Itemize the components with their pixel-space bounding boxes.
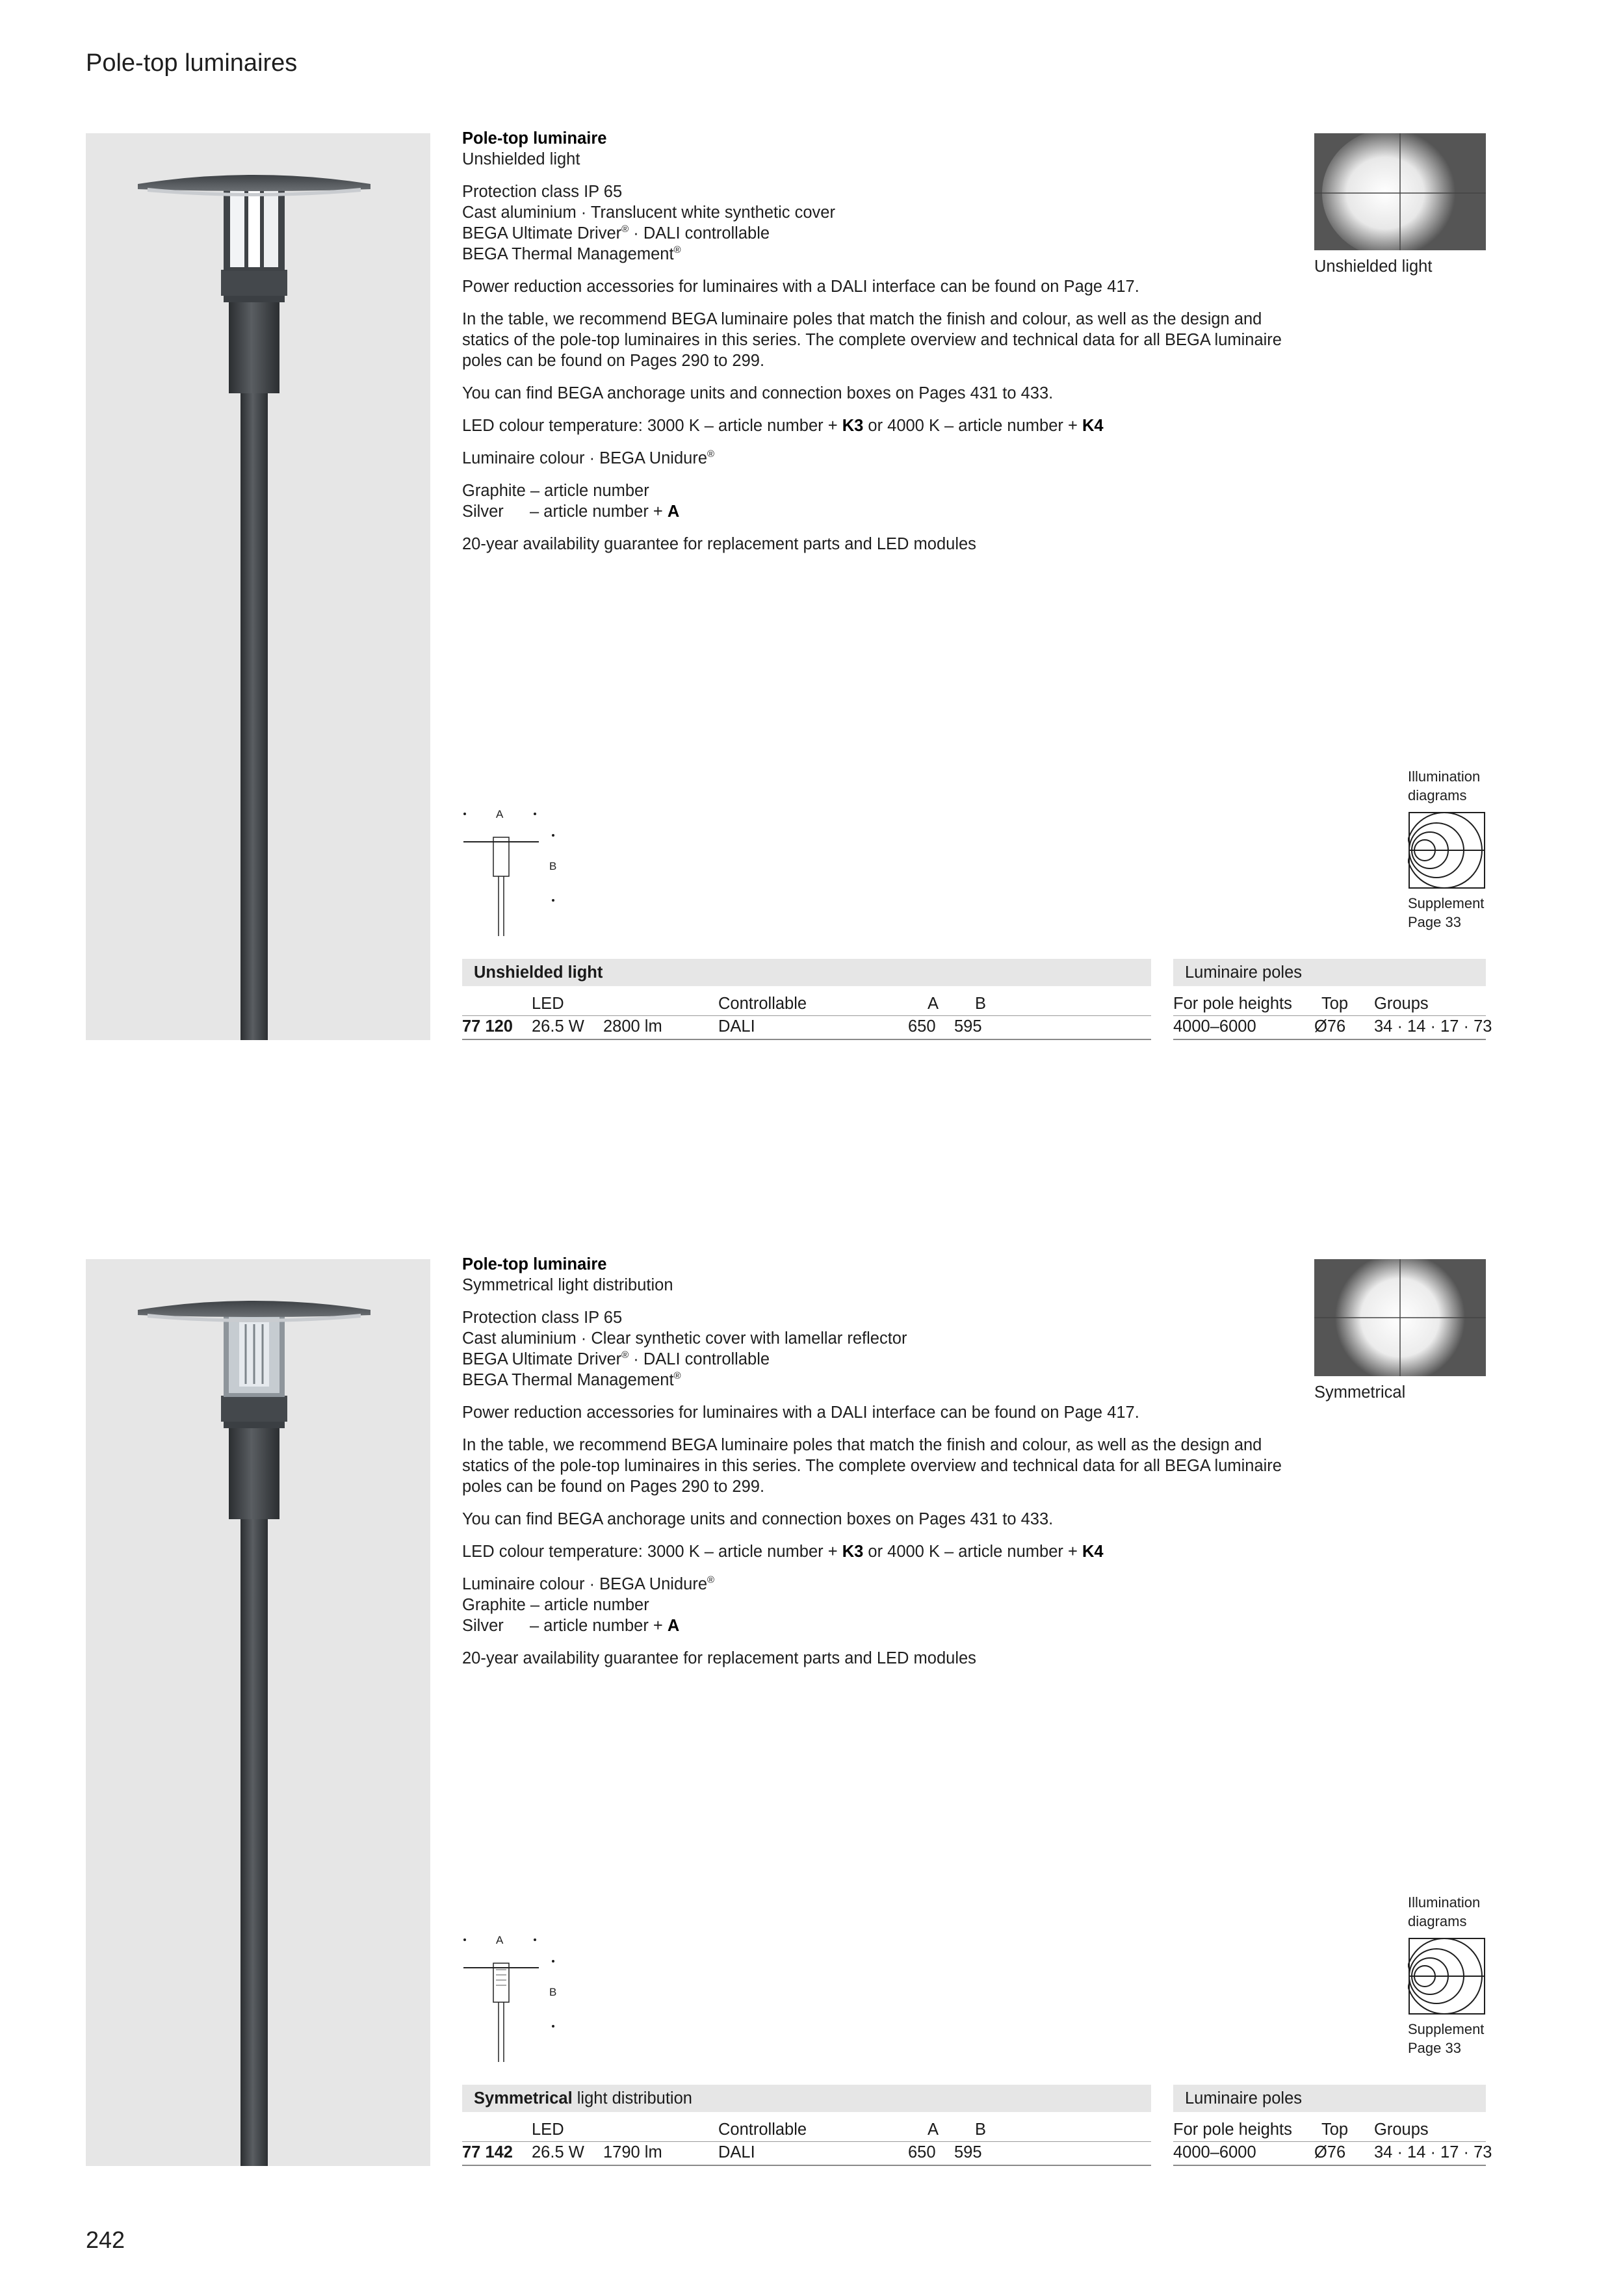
luminaire-colour: Luminaire colour · BEGA Unidure®	[462, 449, 715, 467]
article-number: 77 120	[462, 1017, 513, 1036]
col-header-led: LED	[532, 2120, 564, 2139]
product-subheading: Symmetrical light distribution	[462, 1276, 673, 1294]
product-table-header: Unshielded light	[462, 959, 1151, 986]
product-description	[462, 1254, 1288, 1680]
led-wattage: 26.5 W	[532, 1017, 584, 1036]
supplement-page-label: Supplement Page 33	[1408, 2021, 1485, 2056]
light-distribution-thumbnail	[1314, 133, 1486, 250]
col-header-pole-heights: For pole heights	[1173, 995, 1292, 1013]
col-header-controllable: Controllable	[718, 995, 807, 1013]
spec-driver: BEGA Ultimate Driver® · DALI controllable	[462, 1350, 770, 1368]
pole-top-value: Ø76	[1314, 2143, 1346, 2161]
para-anchorage: You can find BEGA anchorage units and connection boxes on Pages 431 to 433.	[462, 1510, 1054, 1528]
col-header-controllable: Controllable	[718, 2120, 807, 2139]
col-header-top: Top	[1321, 995, 1349, 1013]
illumination-diagram-icon	[1408, 811, 1486, 889]
dimension-a-label: A	[496, 808, 504, 820]
control-type: DALI	[718, 1017, 755, 1036]
pole-groups-value: 34 · 14 · 17 · 73	[1374, 2143, 1492, 2161]
col-header-groups: Groups	[1374, 995, 1429, 1013]
spec-thermal: BEGA Thermal Management®	[462, 1370, 681, 1389]
product-photo	[86, 1259, 430, 2166]
poles-table-header: Luminaire poles	[1173, 2085, 1486, 2112]
product-heading: Pole-top luminaire	[462, 129, 607, 148]
spec-material: Cast aluminium · Translucent white synthetic cover	[462, 203, 835, 222]
dimension-drawing	[462, 1932, 566, 2075]
col-header-b: B	[975, 2120, 987, 2139]
col-header-pole-heights: For pole heights	[1173, 2120, 1292, 2139]
dimension-a-value: 650	[908, 1017, 936, 1036]
para-table-recommendation: In the table, we recommend BEGA luminaire poles that match the finish and colour, as well as the design and statics of the pole-top luminaires in this series. The complete overview and technical data for all BEGA luminaire poles can be found on Pages 290 to 299.	[462, 310, 1282, 370]
pole-top-value: Ø76	[1314, 1017, 1346, 1036]
spec-material: Cast aluminium · Clear synthetic cover with lamellar reflector	[462, 1329, 907, 1348]
spec-thermal: BEGA Thermal Management®	[462, 244, 681, 263]
luminaire-colour: Luminaire colour · BEGA Unidure®	[462, 1574, 715, 1593]
dimension-a-value: 650	[908, 2143, 936, 2161]
thumbnail-caption: Symmetrical	[1314, 1383, 1406, 1402]
led-colour-temperature: LED colour temperature: 3000 K – article number + K3 or 4000 K – article number + K4	[462, 1543, 1104, 1561]
pole-heights-value: 4000–6000	[1173, 1017, 1256, 1036]
pole-luminaire-image	[86, 133, 430, 1040]
product-photo	[86, 133, 430, 1040]
light-distribution-thumbnail	[1314, 1259, 1486, 1376]
para-power-reduction: Power reduction accessories for luminaires with a DALI interface can be found on Page 417.	[462, 1403, 1139, 1422]
led-colour-temperature: LED colour temperature: 3000 K – article number + K3 or 4000 K – article number + K4	[462, 417, 1104, 435]
product-subheading: Unshielded light	[462, 150, 580, 168]
spec-driver: BEGA Ultimate Driver® · DALI controllable	[462, 224, 770, 242]
pole-luminaire-image	[86, 1259, 430, 2166]
col-header-a: A	[928, 2120, 939, 2139]
col-header-top: Top	[1321, 2120, 1349, 2139]
para-table-recommendation: In the table, we recommend BEGA luminaire poles that match the finish and colour, as well as the design and statics of the pole-top luminaires in this series. The complete overview and technical data for all BEGA luminaire poles can be found on Pages 290 to 299.	[462, 1436, 1282, 1496]
dimension-b-value: 595	[954, 1017, 982, 1036]
dimension-b-label: B	[549, 860, 557, 872]
product-section-unshielded	[0, 0, 1623, 1036]
article-number: 77 142	[462, 2143, 513, 2161]
product-description	[462, 128, 1288, 566]
guarantee-note: 20-year availability guarantee for replacement parts and LED modules	[462, 1649, 976, 1667]
dimension-b-label: B	[549, 1986, 557, 1998]
product-heading: Pole-top luminaire	[462, 1255, 607, 1273]
dimension-drawing	[462, 806, 566, 949]
pole-heights-value: 4000–6000	[1173, 2143, 1256, 2161]
thumbnail-caption: Unshielded light	[1314, 257, 1433, 276]
col-header-b: B	[975, 995, 987, 1013]
pole-groups-value: 34 · 14 · 17 · 73	[1374, 1017, 1492, 1036]
para-anchorage: You can find BEGA anchorage units and connection boxes on Pages 431 to 433.	[462, 384, 1054, 402]
poles-table-header: Luminaire poles	[1173, 959, 1486, 986]
illumination-diagram-icon	[1408, 1937, 1486, 2015]
led-lumen: 2800 lm	[603, 1017, 662, 1036]
spec-protection: Protection class IP 65	[462, 1309, 623, 1327]
illumination-diagrams-label: Illumination diagrams	[1408, 768, 1481, 803]
dimension-a-label: A	[496, 1934, 504, 1946]
product-table-header: Symmetrical light distribution	[462, 2085, 1151, 2112]
illumination-diagrams-label: Illumination diagrams	[1408, 1894, 1481, 1929]
led-wattage: 26.5 W	[532, 2143, 584, 2161]
guarantee-note: 20-year availability guarantee for replacement parts and LED modules	[462, 535, 976, 553]
dimension-b-value: 595	[954, 2143, 982, 2161]
col-header-a: A	[928, 995, 939, 1013]
col-header-groups: Groups	[1374, 2120, 1429, 2139]
para-power-reduction: Power reduction accessories for luminaires with a DALI interface can be found on Page 417.	[462, 278, 1139, 296]
colour-options: Luminaire colour · BEGA Unidure® Graphite – article number Silver – article number + A	[462, 1574, 715, 1635]
control-type: DALI	[718, 2143, 755, 2161]
supplement-page-label: Supplement Page 33	[1408, 895, 1485, 930]
product-section-symmetrical	[0, 1126, 1623, 2161]
col-header-led: LED	[532, 995, 564, 1013]
colour-options: Graphite – article number Silver – article number + A	[462, 482, 680, 521]
spec-protection: Protection class IP 65	[462, 183, 623, 201]
page-number: 242	[86, 2226, 125, 2253]
page-title: Pole-top luminaires	[86, 49, 298, 77]
led-lumen: 1790 lm	[603, 2143, 662, 2161]
